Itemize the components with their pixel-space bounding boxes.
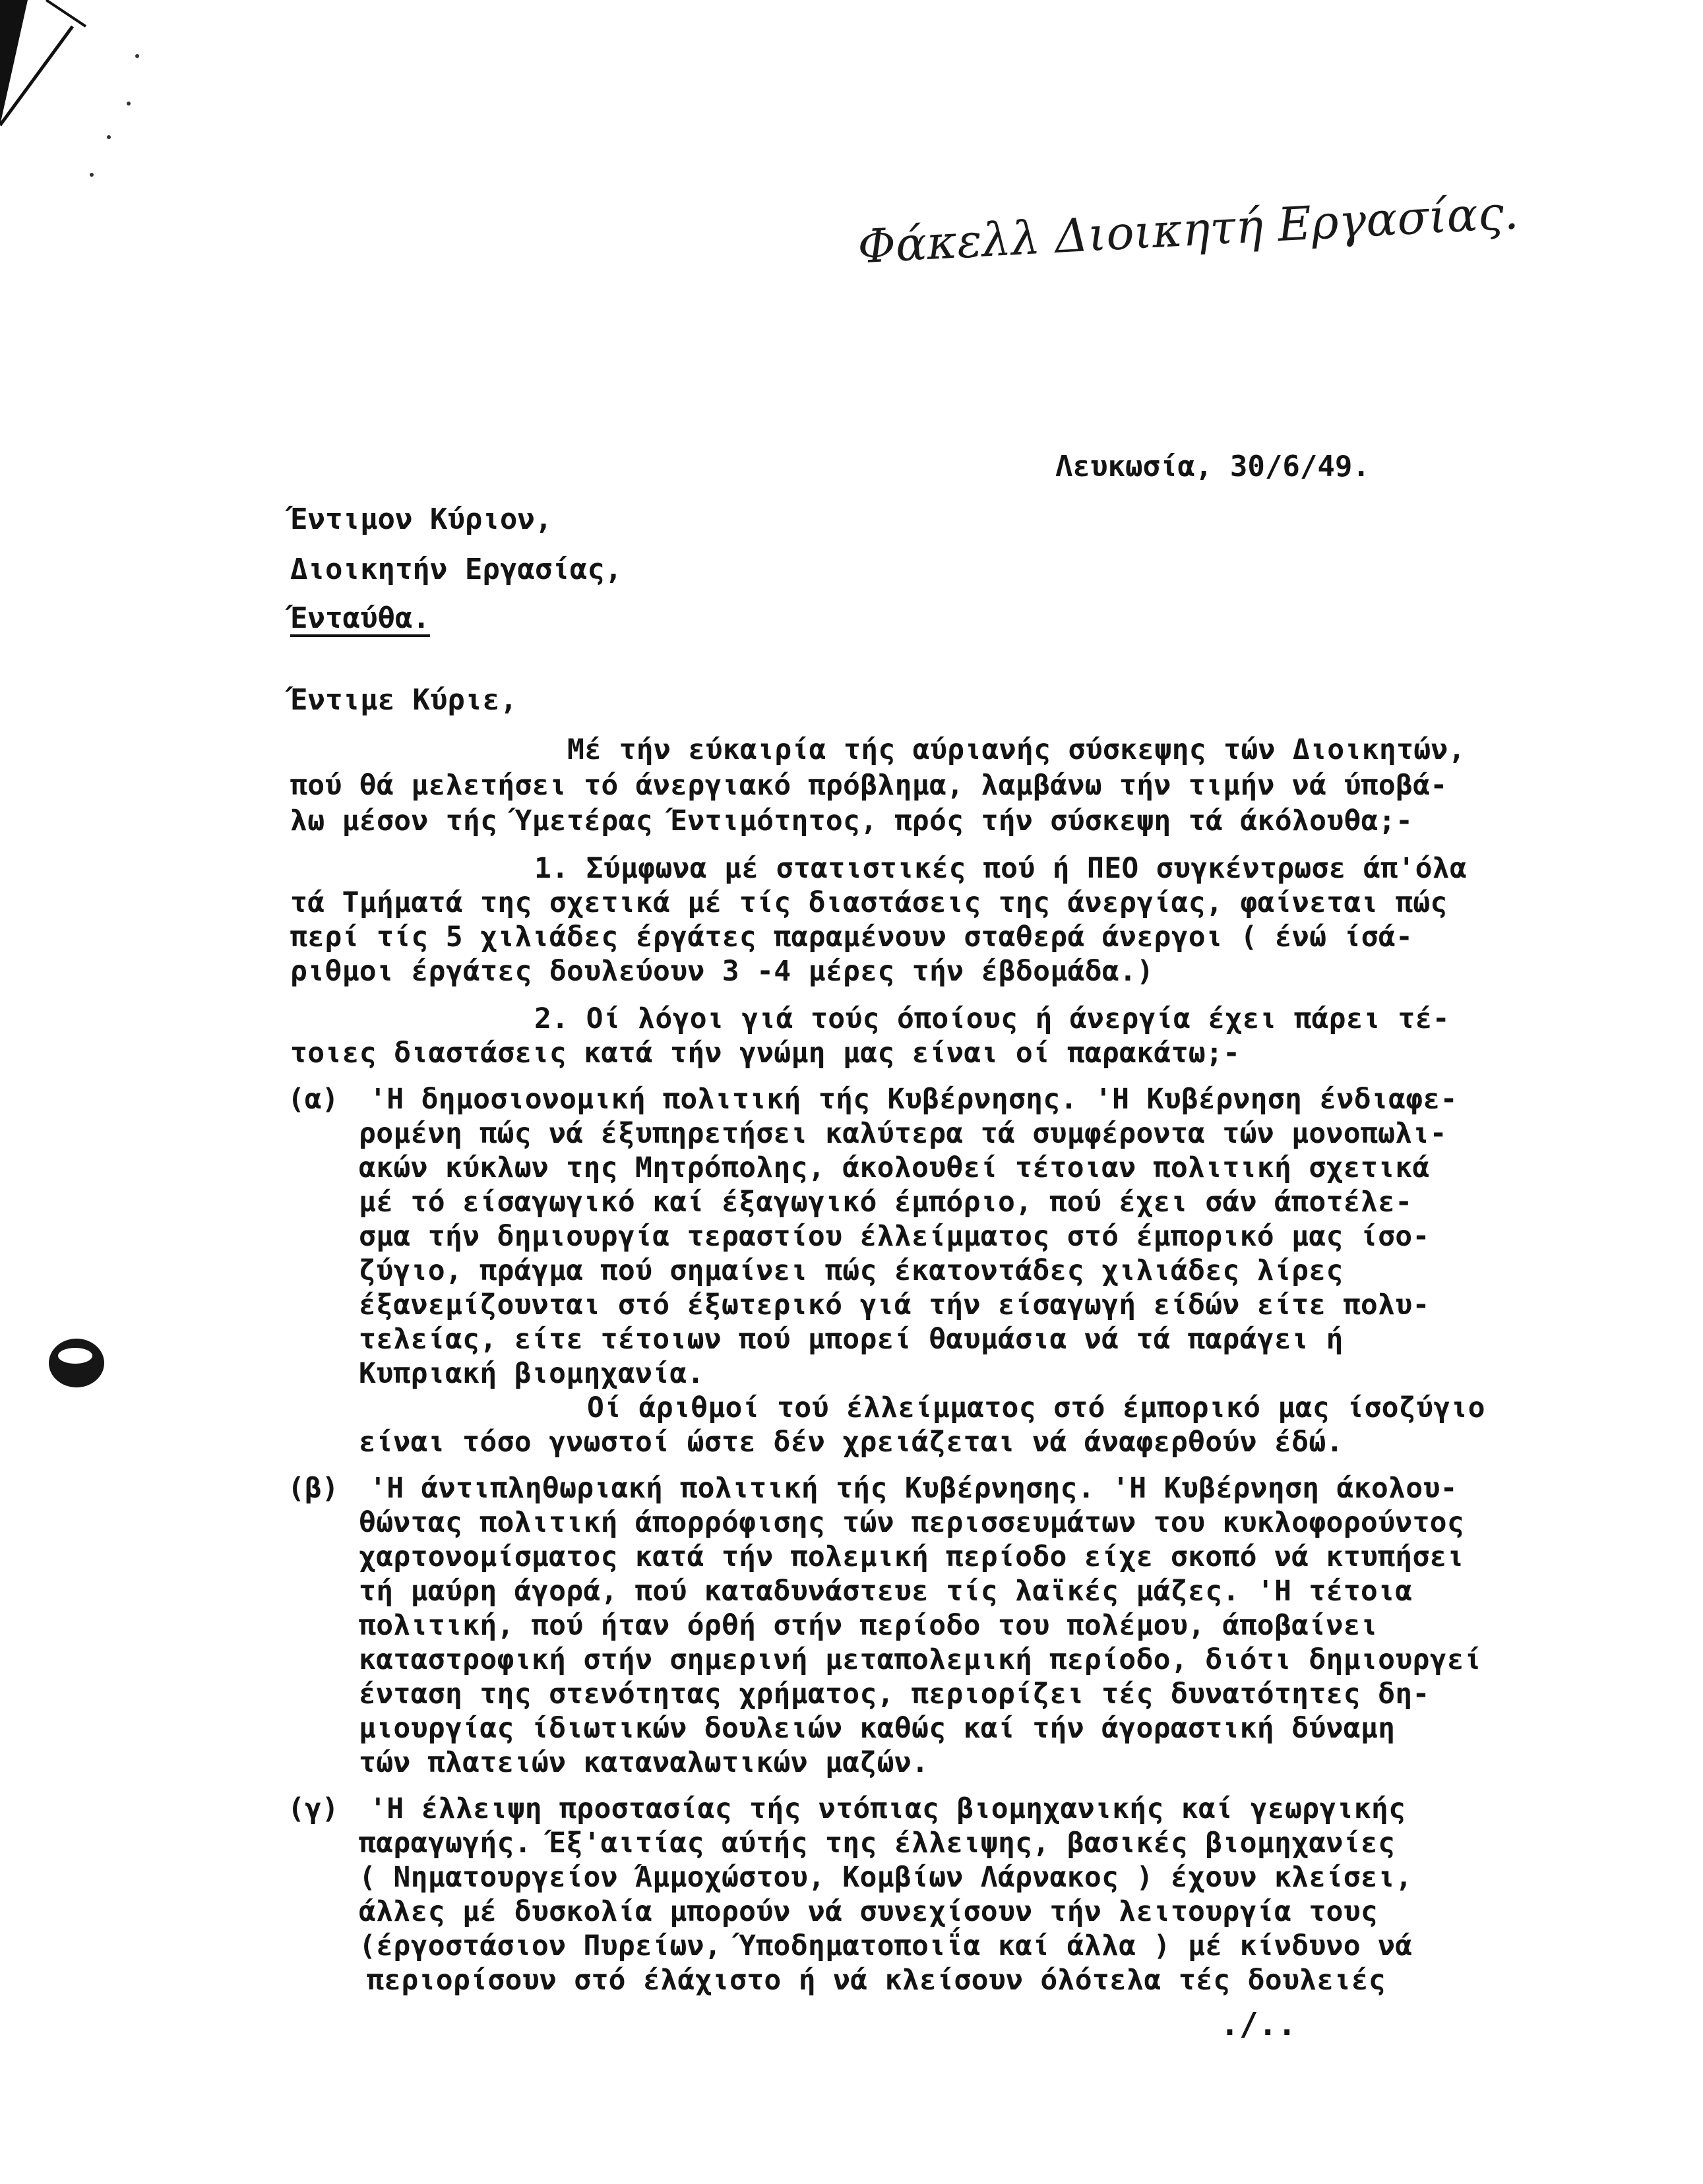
speck-mark <box>127 102 131 106</box>
item-b-line: πολιτική, πού ήταν όρθή στήν περίοδο του πολέμου, άποβαίνει <box>359 1609 1378 1642</box>
item-b-line: θώντας πολιτική άπορρόφισης τών περισσευμάτων του κυκλοφορούντος <box>359 1506 1465 1539</box>
handwritten-note: Φάκελλ Διοικητή Εργασίας. <box>856 185 1520 274</box>
item-c-line: 'Η έλλειψη προστασίας τής ντόπιας βιομηχανικής καί γεωργικής <box>369 1792 1406 1825</box>
point1-line: 1. Σύμφωνα μέ στατιστικές πού ή ΠΕΟ συγκέντρωσε άπ'όλα <box>534 852 1468 885</box>
item-c-line: παραγωγής. Έξ'αιτίας αύτής της έλλειψης, βασικές βιομηχανίες <box>359 1827 1396 1860</box>
item-a-continuation-line: Οί άριθμοί τού έλλείμματος στό έμπορικό μας ίσοζύγιο <box>587 1391 1485 1424</box>
punch-hole-mark <box>49 1339 104 1387</box>
date-line: Λευκωσία, 30/6/49. <box>1055 450 1370 483</box>
speck-mark <box>90 173 94 177</box>
item-b-line: καταστροφική στήν σημερινή μεταπολεμική περίοδο, διότι δημιουργεί <box>359 1643 1482 1676</box>
point2-line: 2. Οί λόγοι γιά τούς όποίους ή άνεργία έχει πάρει τέ- <box>534 1002 1450 1035</box>
corner-fold-mark <box>0 0 112 158</box>
point1-line: τά Τμήματά της σχετικά μέ τίς διαστάσεις της άνεργίας, φαίνεται πώς <box>290 886 1448 919</box>
point2-line: τοιες διαστάσεις κατά τήν γνώμη μας είναι οί παρακάτω;- <box>290 1037 1241 1070</box>
item-a-line: Κυπριακή βιομηχανία. <box>359 1357 704 1390</box>
item-a-line: ζύγιο, πράγμα πού σημαίνει πώς έκατοντάδες χιλιάδες λίρες <box>359 1254 1344 1287</box>
item-c-line: (έργοστάσιον Πυρείων, Ύποδηματοποιΐα καί άλλα ) μέ κίνδυνο νά <box>359 1929 1413 1962</box>
item-b-line: τών πλατειών καταναλωτικών μαζών. <box>359 1746 929 1779</box>
item-b-line: μιουργίας ίδιωτικών δουλειών καθώς καί τήν άγοραστική δύναμη <box>359 1712 1396 1745</box>
intro-line: λω μέσον τής Ύμετέρας Έντιμότητος, πρός τήν σύσκεψη τά άκόλουθα;- <box>290 804 1413 837</box>
item-b-line: 'Η άντιπληθωριακή πολιτική τής Κυβέρνησης. 'Η Κυβέρνηση άκολου- <box>369 1472 1458 1505</box>
item-a-line: σμα τήν δημιουργία τεραστίου έλλείμματος στό έμπορικό μας ίσο- <box>359 1220 1430 1253</box>
item-a-line: ρομένη πώς νά έξυπηρετήσει καλύτερα τά συμφέροντα τών μονοπωλι- <box>359 1117 1447 1150</box>
item-b-line: τή μαύρη άγορά, πού καταδυνάστευε τίς λαϊκές μάζες. 'Η τέτοια <box>359 1575 1413 1608</box>
intro-line: Μέ τήν εύκαιρία τής αύριανής σύσκεψης τών Διοικητών, <box>567 733 1466 766</box>
item-a-line: μέ τό είσαγωγικό καί έξαγωγικό έμπόριο, πού έχει σάν άποτέλε- <box>359 1186 1413 1219</box>
recipient-line-2: Διοικητήν Εργασίας, <box>290 553 623 586</box>
item-a-line: ακών κύκλων της Μητρόπολης, άκολουθεί τέτοιαν πολιτική σχετικά <box>359 1151 1430 1184</box>
speck-mark <box>135 54 139 58</box>
item-a-marker: (α) <box>288 1083 339 1116</box>
item-b-line: ένταση της στενότητας χρήματος, περιορίζει τές δυνατότητες δη- <box>359 1678 1430 1711</box>
item-a-line: τελείας, είτε τέτοιων πού μπορεί θαυμάσια νά τά παράγει ή <box>359 1323 1344 1356</box>
item-c-marker: (γ) <box>288 1792 339 1825</box>
item-c-line: περιορίσουν στό έλάχιστο ή νά κλείσουν όλότελα τές δουλειές <box>367 1964 1386 1997</box>
page-continuation-mark: ./.. <box>1220 2006 1297 2043</box>
item-a-continuation-line: είναι τόσο γνωστοί ώστε δέν χρειάζεται νά άναφερθούν έδώ. <box>359 1426 1344 1459</box>
recipient-line-3: Ένταύθα. <box>290 601 430 635</box>
salutation: Έντιμε Κύριε, <box>290 683 518 717</box>
point1-line: περί τίς 5 χιλιάδες έργάτες παραμένουν σταθερά άνεργοι ( ένώ ίσά- <box>290 921 1413 954</box>
item-b-line: χαρτονομίσματος κατά τήν πολεμική περίοδο είχε σκοπό νά κτυπήσει <box>359 1540 1465 1573</box>
intro-line: πού θά μελετήσει τό άνεργιακό πρόβλημα, λαμβάνω τήν τιμήν νά ύποβά- <box>290 769 1448 802</box>
item-c-line: άλλες μέ δυσκολία μπορούν νά συνεχίσουν τήν λειτουργία τους <box>359 1895 1378 1928</box>
point1-line: ριθμοι έργάτες δουλεύουν 3 -4 μέρες τήν έβδομάδα.) <box>290 955 1154 988</box>
speck-mark <box>107 135 111 139</box>
item-b-marker: (β) <box>288 1472 339 1505</box>
item-c-line: ( Νηματουργείον Άμμοχώστου, Κομβίων Λάρνακος ) έχουν κλείσει, <box>359 1861 1413 1894</box>
item-a-line: 'Η δημοσιονομική πολιτική τής Κυβέρνησης. 'Η Κυβέρνηση ένδιαφε- <box>369 1083 1458 1116</box>
item-a-line: έξανεμίζουνται στό έξωτερικό γιά τήν είσαγωγή είδών είτε πολυ- <box>359 1289 1430 1321</box>
recipient-line-1: Έντιμον Κύριον, <box>290 502 553 536</box>
